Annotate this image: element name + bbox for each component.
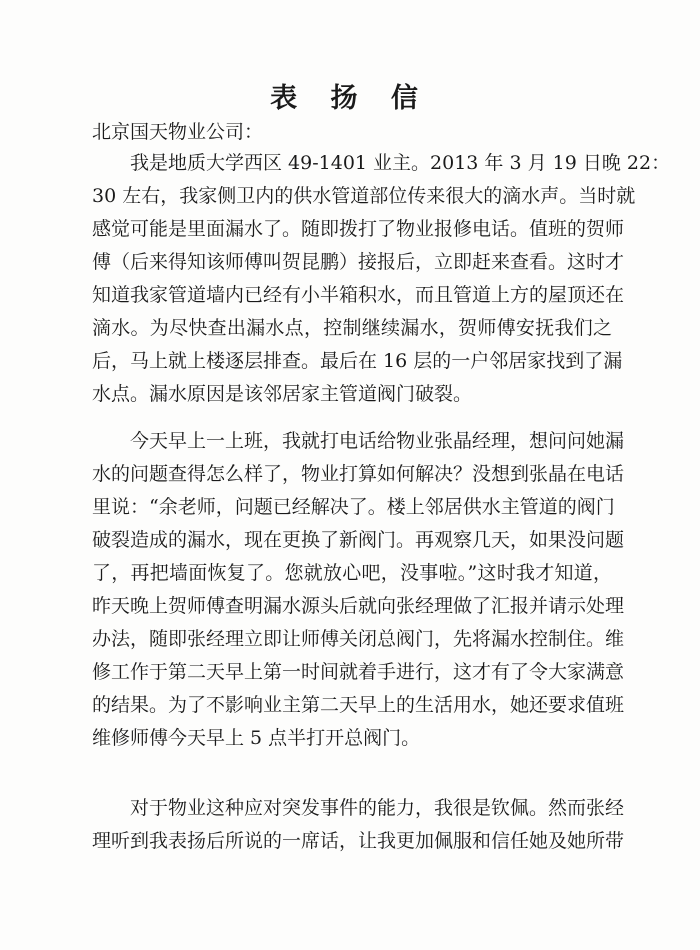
paragraph-line: 对于物业这种应对突发事件的能力，我很是钦佩。然而张经: [130, 797, 625, 819]
paragraph-line: 30 左右，我家侧卫内的供水管道部位传来很大的滴水声。当时就: [92, 185, 636, 207]
paragraph-line: 感觉可能是里面漏水了。随即拨打了物业报修电话。值班的贺师: [92, 218, 625, 240]
paragraph-2: [92, 425, 625, 755]
paragraph-line: 昨天晚上贺师傅查明漏水源头后就向张经理做了汇报并请示处理: [92, 595, 625, 617]
paragraph-line: 知道我家管道墙内已经有小半箱积水，而且管道上方的屋顶还在: [92, 284, 625, 306]
paragraph-line: 理听到我表扬后所说的一席话，让我更加佩服和信任她及她所带: [92, 830, 625, 852]
paragraph-line: 水点。漏水原因是该邻居家主管道阀门破裂。: [92, 383, 473, 405]
paragraph-line: 了，再把墙面恢复了。您就放心吧，没事啦。”这时我才知道，: [92, 562, 612, 584]
paragraph-line: 今天早上一上班，我就打电话给物业张晶经理，想问问她漏: [130, 430, 625, 452]
paragraph-line: 滴水。为尽快查出漏水点，控制继续漏水，贺师傅安抚我们之: [92, 317, 612, 339]
paragraph-line: 修工作于第二天早上第一时间就着手进行，这才有了令大家满意: [92, 661, 625, 683]
paragraph-line: 破裂造成的漏水，现在更换了新阀门。再观察几天，如果没问题: [92, 529, 625, 551]
salutation: 北京国天物业公司：: [92, 121, 264, 143]
paragraph-line: 我是地质大学西区 49-1401 业主。2013 年 3 月 19 日晚 22：: [130, 152, 671, 174]
paragraph-line: 办法，随即张经理立即让师傅关闭总阀门，先将漏水控制住。维: [92, 628, 625, 650]
paragraph-line: 傅（后来得知该师傅叫贺昆鹏）接报后，立即赶来查看。这时才: [92, 251, 625, 273]
paragraph-line: 的结果。为了不影响业主第二天早上的生活用水，她还要求值班: [92, 694, 625, 716]
paragraph-line: 后，马上就上楼逐层排查。最后在 16 层的一户邻居家找到了漏: [92, 350, 623, 372]
paragraph-line: 水的问题查得怎么样了，物业打算如何解决？没想到张晶在电话: [92, 463, 625, 485]
paragraph-line: 里说：“余老师，问题已经解决了。楼上邻居供水主管道的阀门: [92, 496, 615, 518]
paragraph-line: 维修师傅今天早上 5 点半打开总阀门。: [92, 727, 421, 749]
paragraph-3: [92, 792, 625, 858]
paragraph-1: [92, 147, 671, 411]
letter-title: 表 扬 信: [270, 83, 430, 114]
